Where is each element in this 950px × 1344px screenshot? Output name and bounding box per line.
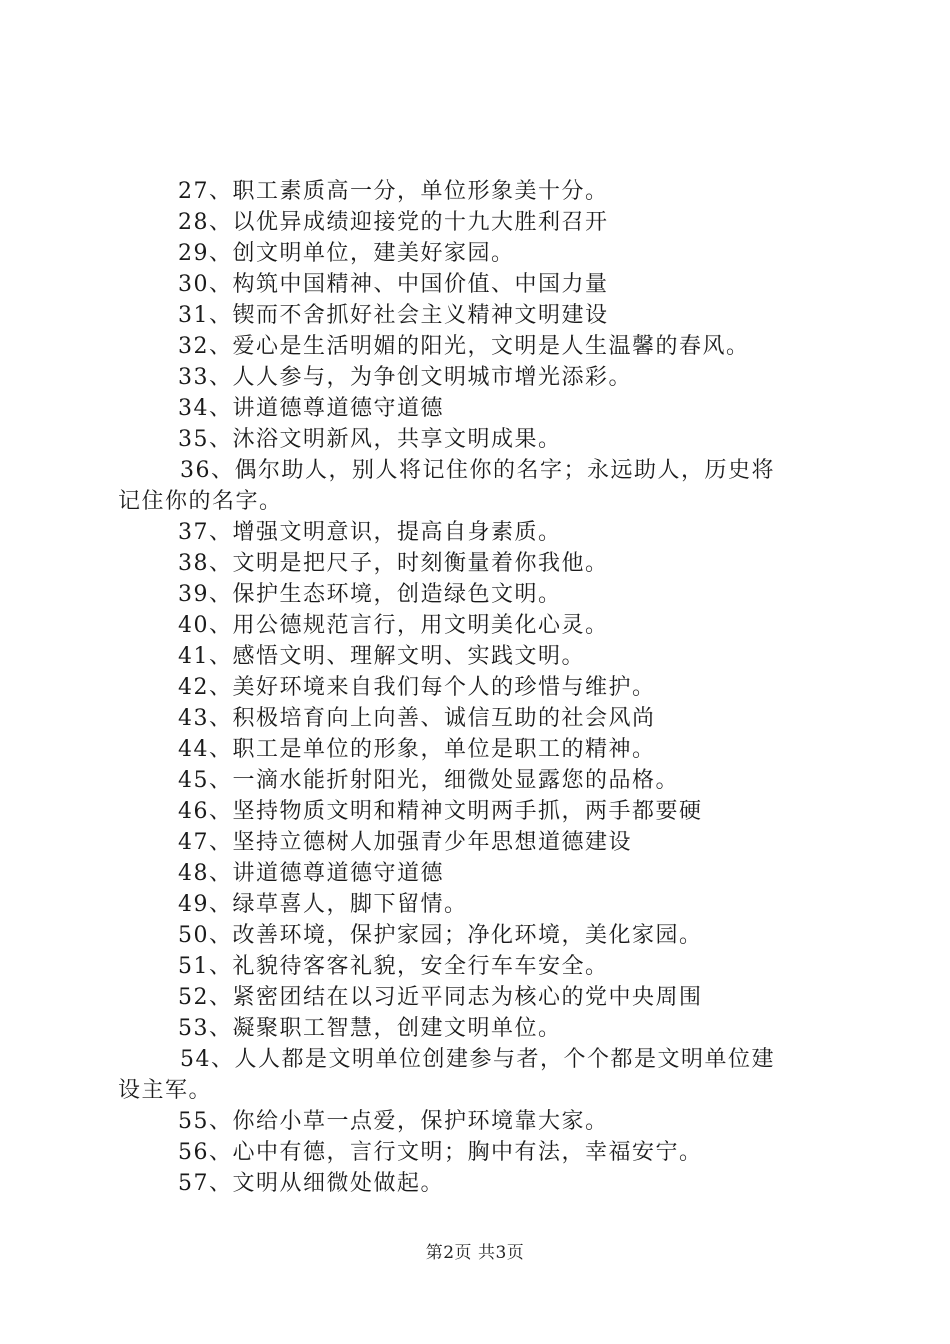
list-item: 38、文明是把尺子，时刻衡量着你我他。 (178, 551, 609, 576)
list-item: 33、人人参与，为争创文明城市增光添彩。 (178, 365, 632, 390)
list-item-continuation: 设主军。 (118, 1078, 213, 1103)
list-item: 57、文明从细微处做起。 (178, 1171, 444, 1196)
list-item: 40、用公德规范言行，用文明美化心灵。 (178, 613, 609, 638)
list-item: 28、以优异成绩迎接党的十九大胜利召开 (178, 210, 609, 235)
page-number-footer: 第2页 共3页 (425, 1243, 525, 1263)
list-item: 52、紧密团结在以习近平同志为核心的党中央周围 (178, 985, 703, 1010)
list-item: 56、心中有德，言行文明；胸中有法，幸福安宁。 (178, 1140, 703, 1165)
list-item-continuation: 记住你的名字。 (118, 489, 283, 514)
list-item: 30、构筑中国精神、中国价值、中国力量 (178, 272, 609, 297)
list-item: 36、偶尔助人，别人将记住你的名字；永远助人，历史将 (180, 458, 775, 483)
list-item: 45、一滴水能折射阳光，细微处显露您的品格。 (178, 768, 679, 793)
list-item: 31、锲而不舍抓好社会主义精神文明建设 (178, 303, 609, 328)
list-item: 46、坚持物质文明和精神文明两手抓，两手都要硬 (178, 799, 703, 824)
list-item: 51、礼貌待客客礼貌，安全行车车安全。 (178, 954, 609, 979)
list-item: 44、职工是单位的形象，单位是职工的精神。 (178, 737, 656, 762)
list-item: 29、创文明单位，建美好家园。 (178, 241, 515, 266)
list-item: 49、绿草喜人，脚下留情。 (178, 892, 468, 917)
document-body (118, 176, 838, 1199)
list-item: 48、讲道德尊道德守道德 (178, 861, 444, 886)
list-item: 43、积极培育向上向善、诚信互助的社会风尚 (178, 706, 656, 731)
list-item: 55、你给小草一点爱，保护环境靠大家。 (178, 1109, 609, 1134)
list-item: 37、增强文明意识，提高自身素质。 (178, 520, 562, 545)
list-item: 32、爱心是生活明媚的阳光，文明是人生温馨的春风。 (178, 334, 750, 359)
list-item: 53、凝聚职工智慧，创建文明单位。 (178, 1016, 562, 1041)
list-item: 54、人人都是文明单位创建参与者，个个都是文明单位建 (180, 1047, 775, 1072)
list-item: 34、讲道德尊道德守道德 (178, 396, 444, 421)
list-item: 39、保护生态环境，创造绿色文明。 (178, 582, 562, 607)
list-item: 50、改善环境，保护家园；净化环境，美化家园。 (178, 923, 703, 948)
list-item: 27、职工素质高一分，单位形象美十分。 (178, 179, 609, 204)
list-item: 42、美好环境来自我们每个人的珍惜与维护。 (178, 675, 656, 700)
list-item: 47、坚持立德树人加强青少年思想道德建设 (178, 830, 632, 855)
list-item: 41、感悟文明、理解文明、实践文明。 (178, 644, 585, 669)
list-item: 35、沐浴文明新风，共享文明成果。 (178, 427, 562, 452)
